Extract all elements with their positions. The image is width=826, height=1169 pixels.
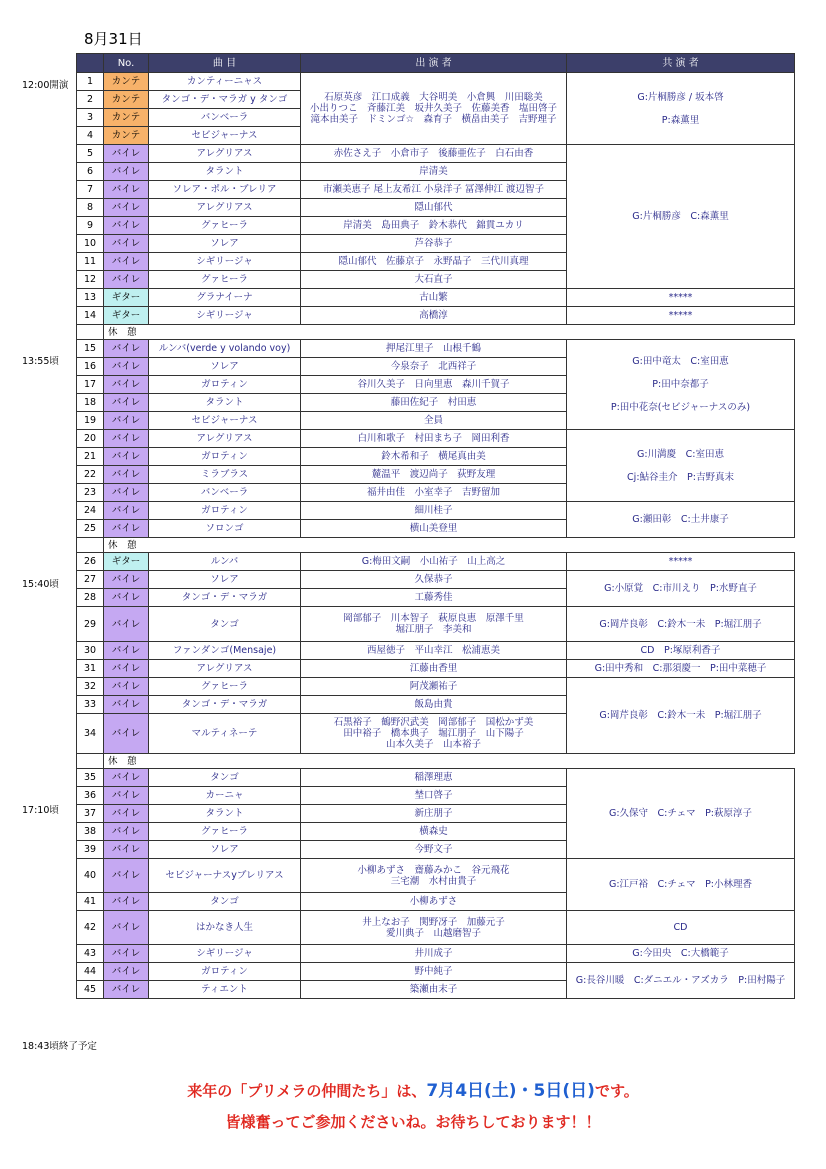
category-cell: バイレ: [104, 607, 149, 642]
kyoku-cell: カーニャ: [149, 787, 301, 805]
category-cell: バイレ: [104, 448, 149, 466]
kyoku-cell: バンベーラ: [149, 484, 301, 502]
kyoku-cell: タンゴ: [149, 769, 301, 787]
category-cell: バイレ: [104, 805, 149, 823]
kyoku-cell: ミラブラス: [149, 466, 301, 484]
category-cell: バイレ: [104, 253, 149, 271]
performers-cell: 稲澤理恵: [301, 769, 567, 787]
performers-cell: [301, 859, 567, 893]
table-row: [77, 307, 795, 325]
break-row: [77, 754, 795, 769]
performers-cell: 埜口啓子: [301, 787, 567, 805]
performers-cell: 今野文子: [301, 841, 567, 859]
kyoku-cell: タンゴ: [149, 893, 301, 911]
category-cell: バイレ: [104, 769, 149, 787]
kyoku-cell: ガロティン: [149, 963, 301, 981]
guests-group-cell: [567, 73, 795, 145]
row-number: 4: [77, 127, 104, 145]
kyoku-cell: タンゴ: [149, 607, 301, 642]
row-number: 2: [77, 91, 104, 109]
announcement-date: 7月4日(土)・5日(日): [426, 1081, 595, 1101]
kyoku-cell: ソレア: [149, 841, 301, 859]
row-number: 3: [77, 109, 104, 127]
performer-line: 小出りつこ 斉藤江美 坂井久美子 佐藤美香 塩田啓子: [309, 103, 557, 114]
category-cell: バイレ: [104, 571, 149, 589]
performers-cell: 岸清美: [301, 163, 567, 181]
kyoku-cell: タンゴ・デ・マラガ: [149, 696, 301, 714]
kyoku-cell: ソレア: [149, 571, 301, 589]
kyoku-cell: セビジャーナス: [149, 127, 301, 145]
kyoku-cell: グァヒーラ: [149, 217, 301, 235]
category-cell: カンテ: [104, 127, 149, 145]
row-number: 17: [77, 376, 104, 394]
row-number: 37: [77, 805, 104, 823]
row-number: 32: [77, 678, 104, 696]
guests-group-cell: [567, 430, 795, 502]
announcement-text: です。: [594, 1082, 639, 1100]
row-number: 34: [77, 714, 104, 754]
program-table: [76, 53, 795, 999]
row-number: 12: [77, 271, 104, 289]
row-number: 24: [77, 502, 104, 520]
performers-cell: 藤田佐紀子 村田恵: [301, 394, 567, 412]
kyoku-cell: シギリージャ: [149, 945, 301, 963]
row-number: 7: [77, 181, 104, 199]
category-cell: ギター: [104, 307, 149, 325]
end-time-note: 18:43頃終了予定: [22, 1041, 97, 1052]
time-label: 12:00開演: [22, 80, 69, 91]
category-cell: バイレ: [104, 235, 149, 253]
category-cell: バイレ: [104, 911, 149, 945]
category-cell: バイレ: [104, 502, 149, 520]
row-number: 8: [77, 199, 104, 217]
category-cell: バイレ: [104, 484, 149, 502]
performers-cell: 横森史: [301, 823, 567, 841]
guest-line: G:川満慶 C:室田恵: [637, 448, 724, 460]
kyoku-cell: ルンバ(verde y volando voy): [149, 340, 301, 358]
row-number: 10: [77, 235, 104, 253]
guests-group-cell: G:岡芹良彰 C:鈴木一未 P:堀江朋子: [567, 678, 795, 754]
guests-cell: G:今田央 C:大橋範子: [567, 945, 795, 963]
kyoku-cell: グラナイーナ: [149, 289, 301, 307]
row-number: 21: [77, 448, 104, 466]
header-blank: [77, 54, 104, 73]
performers-cell: 新庄朋子: [301, 805, 567, 823]
kyoku-cell: はかなき人生: [149, 911, 301, 945]
row-number: 33: [77, 696, 104, 714]
row-number: 27: [77, 571, 104, 589]
table-row: [77, 769, 795, 787]
table-row: [77, 660, 795, 678]
program-body: [77, 73, 795, 999]
performers-cell: 赤佐さえ子 小倉市子 後藤亜佐子 白石由香: [301, 145, 567, 163]
table-row: [77, 859, 795, 893]
row-number: 39: [77, 841, 104, 859]
time-label: 13:55頃: [22, 356, 59, 367]
table-row: [77, 642, 795, 660]
kyoku-cell: グァヒーラ: [149, 823, 301, 841]
performers-cell: 芦谷恭子: [301, 235, 567, 253]
performers-cell: [301, 607, 567, 642]
category-cell: バイレ: [104, 199, 149, 217]
performers-cell: 小柳あずさ: [301, 893, 567, 911]
guests-cell: CD P:塚原利香子: [567, 642, 795, 660]
category-cell: バイレ: [104, 981, 149, 999]
kyoku-cell: カンティーニャス: [149, 73, 301, 91]
category-cell: カンテ: [104, 109, 149, 127]
kyoku-cell: タンゴ・デ・マラガ: [149, 589, 301, 607]
break-label: 休 憩: [104, 754, 795, 769]
category-cell: バイレ: [104, 271, 149, 289]
performers-cell: 西屋徳子 平山幸江 松浦恵美: [301, 642, 567, 660]
kyoku-cell: マルティネーテ: [149, 714, 301, 754]
table-row: [77, 963, 795, 981]
category-cell: バイレ: [104, 642, 149, 660]
announcement-line-1: [0, 1076, 826, 1101]
performers-cell: 久保恭子: [301, 571, 567, 589]
performers-cell: 江藤由香里: [301, 660, 567, 678]
row-number: 45: [77, 981, 104, 999]
guests-cell: G:岡芹良彰 C:鈴木一未 P:堀江朋子: [567, 607, 795, 642]
category-cell: バイレ: [104, 430, 149, 448]
performers-cell: 隠山郁代 佐藤京子 永野晶子 三代川真理: [301, 253, 567, 271]
guests-cell: *****: [567, 289, 795, 307]
category-cell: カンテ: [104, 91, 149, 109]
row-number: 18: [77, 394, 104, 412]
category-cell: バイレ: [104, 893, 149, 911]
page-title: 8月31日: [84, 30, 143, 48]
kyoku-cell: アレグリアス: [149, 430, 301, 448]
kyoku-cell: ティエント: [149, 981, 301, 999]
guests-cell: *****: [567, 307, 795, 325]
guest-line: P:田中花奈(セビジャーナスのみ): [610, 402, 751, 413]
row-number: 43: [77, 945, 104, 963]
guests-group-cell: G:小原覚 C:市川えり P:水野直子: [567, 571, 795, 607]
kyoku-cell: タンゴ・デ・マラガ y タンゴ: [149, 91, 301, 109]
guest-line: P:田中奈都子: [652, 379, 709, 390]
kyoku-cell: アレグリアス: [149, 199, 301, 217]
performers-cell: 細川桂子: [301, 502, 567, 520]
guests-group-cell: G:長谷川暖 C:ダニエル・アズカラ P:田村陽子: [567, 963, 795, 999]
table-row: [77, 911, 795, 945]
break-row: [77, 538, 795, 553]
kyoku-cell: タラント: [149, 394, 301, 412]
category-cell: バイレ: [104, 181, 149, 199]
time-label: 17:10頃: [22, 805, 59, 816]
performer-line: 小柳あずさ 齋藤みかこ 谷元飛花: [357, 864, 510, 876]
kyoku-cell: タラント: [149, 163, 301, 181]
kyoku-cell: アレグリアス: [149, 145, 301, 163]
performers-cell: 古山繁: [301, 289, 567, 307]
performers-cell: [301, 714, 567, 754]
table-row: [77, 73, 795, 91]
break-label: 休 憩: [104, 325, 795, 340]
row-number: 41: [77, 893, 104, 911]
category-cell: バイレ: [104, 466, 149, 484]
performers-group-cell: [301, 73, 567, 145]
category-cell: バイレ: [104, 963, 149, 981]
row-number: 23: [77, 484, 104, 502]
row-number: 30: [77, 642, 104, 660]
performers-cell: 高橋淳: [301, 307, 567, 325]
performers-cell: G:梅田文嗣 小山祐子 山上高之: [301, 553, 567, 571]
row-number: 42: [77, 911, 104, 945]
performer-line: 三宅潮 水村由貴子: [390, 875, 477, 887]
guests-cell: *****: [567, 553, 795, 571]
category-cell: バイレ: [104, 841, 149, 859]
break-row: [77, 325, 795, 340]
performers-cell: [301, 911, 567, 945]
category-cell: バイレ: [104, 678, 149, 696]
table-row: [77, 945, 795, 963]
row-number: 26: [77, 553, 104, 571]
category-cell: バイレ: [104, 340, 149, 358]
performers-cell: 工藤秀佳: [301, 589, 567, 607]
performer-line: 井上なお子 関野冴子 加藤元子: [362, 916, 505, 928]
announcement-line-2: 皆様奮ってご参加くださいね。お待ちしております！！: [225, 1113, 601, 1131]
performers-cell: 築瀬由末子: [301, 981, 567, 999]
performers-cell: 井川成子: [301, 945, 567, 963]
kyoku-cell: シギリージャ: [149, 253, 301, 271]
row-number: 6: [77, 163, 104, 181]
performers-cell: 全員: [301, 412, 567, 430]
guest-line: G:片桐勝彦 / 坂本啓: [637, 91, 724, 103]
table-row: [77, 553, 795, 571]
row-number: 14: [77, 307, 104, 325]
category-cell: バイレ: [104, 217, 149, 235]
category-cell: バイレ: [104, 823, 149, 841]
header-performers: 出 演 者: [301, 54, 567, 73]
row-number: 31: [77, 660, 104, 678]
performers-cell: 大石直子: [301, 271, 567, 289]
row-number: 22: [77, 466, 104, 484]
header-kyoku: 曲 目: [149, 54, 301, 73]
row-number: 44: [77, 963, 104, 981]
table-row: [77, 430, 795, 448]
kyoku-cell: グァヒーラ: [149, 678, 301, 696]
row-number: 5: [77, 145, 104, 163]
table-row: [77, 289, 795, 307]
guests-group-cell: G:片桐勝彦 C:森薫里: [567, 145, 795, 289]
kyoku-cell: ソロンゴ: [149, 520, 301, 538]
kyoku-cell: ソレア: [149, 235, 301, 253]
guest-line: P:森薫里: [661, 114, 700, 126]
performers-cell: 鈴木希和子 横尾真由美: [301, 448, 567, 466]
row-number: 1: [77, 73, 104, 91]
row-number: 25: [77, 520, 104, 538]
performers-cell: 谷川久美子 日向里恵 森川千賀子: [301, 376, 567, 394]
performer-line: 田中裕子 橋本典子 堀江朋子 山下陽子: [343, 728, 524, 739]
kyoku-cell: ガロティン: [149, 448, 301, 466]
guests-group-cell: G:瀬田彰 C:土井康子: [567, 502, 795, 538]
performers-cell: 押尾江里子 山根千鶴: [301, 340, 567, 358]
guest-line: Cj:鮎谷圭介 P:吉野真末: [627, 471, 734, 483]
announcement-text: 来年の「プリメラの仲間たち」は、: [187, 1082, 427, 1100]
table-row: [77, 607, 795, 642]
performer-line: 山本久美子 山本裕子: [385, 739, 481, 750]
performers-cell: 福井由佳 小室幸子 吉野留加: [301, 484, 567, 502]
row-number: 16: [77, 358, 104, 376]
performers-cell: 白川和歌子 村田まち子 岡田利香: [301, 430, 567, 448]
row-number: 29: [77, 607, 104, 642]
guests-group-cell: [567, 340, 795, 430]
performers-cell: 飯島由貴: [301, 696, 567, 714]
performer-line: 石黒裕子 鶴野沢武美 岡部郁子 国松かず美: [333, 717, 534, 728]
category-cell: バイレ: [104, 376, 149, 394]
category-cell: バイレ: [104, 394, 149, 412]
performers-cell: 今泉奈子 北西祥子: [301, 358, 567, 376]
kyoku-cell: タラント: [149, 805, 301, 823]
category-cell: バイレ: [104, 787, 149, 805]
category-cell: カンテ: [104, 73, 149, 91]
performers-cell: 野中純子: [301, 963, 567, 981]
row-number: 38: [77, 823, 104, 841]
table-row: [77, 571, 795, 589]
row-number: 28: [77, 589, 104, 607]
time-label: 15:40頃: [22, 579, 59, 590]
table-header-row: [77, 54, 795, 73]
performers-cell: 横山美登里: [301, 520, 567, 538]
category-cell: バイレ: [104, 589, 149, 607]
category-cell: バイレ: [104, 358, 149, 376]
guests-group-cell: G:久保守 C:チェマ P:萩原淳子: [567, 769, 795, 859]
guests-cell: CD: [567, 911, 795, 945]
header-no: No.: [104, 54, 149, 73]
table-row: [77, 145, 795, 163]
kyoku-cell: ガロティン: [149, 376, 301, 394]
category-cell: バイレ: [104, 660, 149, 678]
category-cell: バイレ: [104, 145, 149, 163]
guests-group-cell: G:江戸裕 C:チェマ P:小林理香: [567, 859, 795, 911]
category-cell: ギター: [104, 289, 149, 307]
kyoku-cell: ソレア: [149, 358, 301, 376]
guests-cell: G:田中秀和 C:那須慶一 P:田中菜穂子: [567, 660, 795, 678]
kyoku-cell: バンベーラ: [149, 109, 301, 127]
performers-cell: 麓温平 渡辺尚子 荻野友理: [301, 466, 567, 484]
header-guests: 共 演 者: [567, 54, 795, 73]
kyoku-cell: グァヒーラ: [149, 271, 301, 289]
row-number: 20: [77, 430, 104, 448]
table-row: [77, 340, 795, 358]
category-cell: バイレ: [104, 945, 149, 963]
category-cell: バイレ: [104, 696, 149, 714]
category-cell: ギター: [104, 553, 149, 571]
row-number: 9: [77, 217, 104, 235]
kyoku-cell: セビジャーナスyブレリアス: [149, 859, 301, 893]
row-number: 15: [77, 340, 104, 358]
performer-line: 愛川典子 山越磨智子: [385, 927, 481, 939]
table-row: [77, 678, 795, 696]
row-number: 19: [77, 412, 104, 430]
performer-line: 滝本由美子 ドミンゴ☆ 森育子 横畠由美子 吉野理子: [310, 114, 557, 125]
row-number: 40: [77, 859, 104, 893]
kyoku-cell: アレグリアス: [149, 660, 301, 678]
performers-cell: 阿茂瀬祐子: [301, 678, 567, 696]
kyoku-cell: ガロティン: [149, 502, 301, 520]
category-cell: バイレ: [104, 859, 149, 893]
category-cell: バイレ: [104, 163, 149, 181]
kyoku-cell: セビジャーナス: [149, 412, 301, 430]
row-number: 13: [77, 289, 104, 307]
kyoku-cell: ソレア・ポル・ブレリア: [149, 181, 301, 199]
performer-line: 堀江朋子 李美和: [395, 624, 472, 635]
row-number: 11: [77, 253, 104, 271]
performers-cell: 岸清美 島田典子 鈴木恭代 錦貫ユカリ: [301, 217, 567, 235]
performer-line: 石原英彦 江口成義 大谷明美 小倉興 川田聡美: [324, 92, 543, 103]
category-cell: バイレ: [104, 520, 149, 538]
table-row: [77, 502, 795, 520]
kyoku-cell: シギリージャ: [149, 307, 301, 325]
performer-line: 岡部郁子 川本智子 萩原良恵 原澤千里: [343, 613, 524, 624]
kyoku-cell: ルンバ: [149, 553, 301, 571]
category-cell: バイレ: [104, 714, 149, 754]
break-label: 休 憩: [104, 538, 795, 553]
row-number: 36: [77, 787, 104, 805]
performers-cell: 隠山郁代: [301, 199, 567, 217]
performers-cell: 市瀬美恵子 尾上友希江 小泉洋子 冨澤伸江 渡辺智子: [301, 181, 567, 199]
kyoku-cell: ファンダンゴ(Mensaje): [149, 642, 301, 660]
row-number: 35: [77, 769, 104, 787]
guest-line: G:田中竜太 C:室田恵: [632, 356, 729, 367]
category-cell: バイレ: [104, 412, 149, 430]
